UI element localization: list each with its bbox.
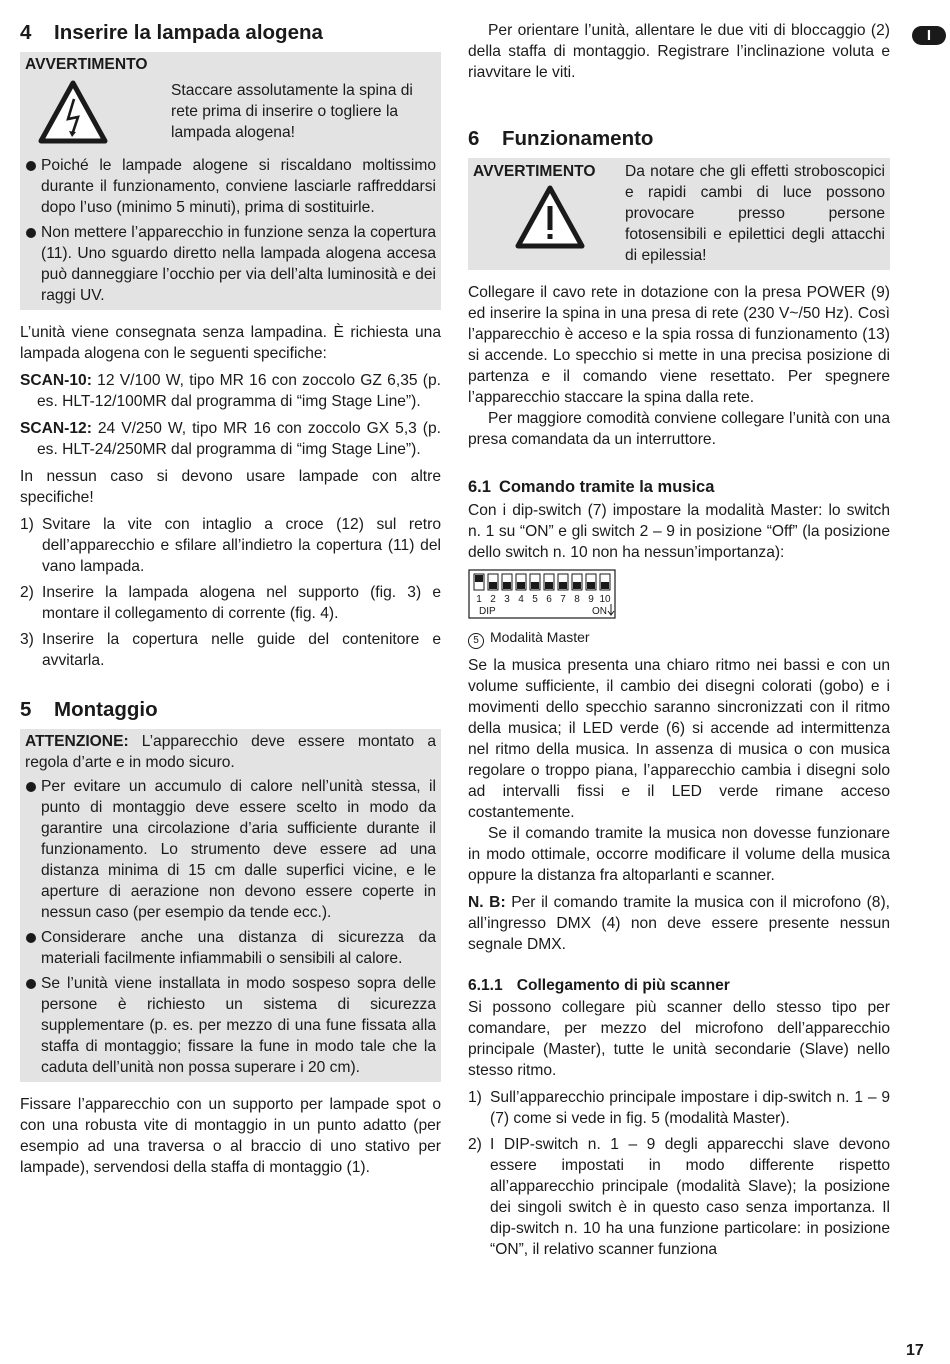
master-mode-paragraph: Con i dip-switch (7) impostare la modalità Master: lo switch n. 1 su “ON” e gli switch 2 – 9 in posizione “Off” (la posizione dello switch n. 10 non ha nessun’importanza): <box>468 502 890 561</box>
step-text: Inserire la lampada alogena nel supporto (fig. 3) e montare il collegamento di corrente (fig. 4). <box>42 584 441 622</box>
dip-number-label: 2 <box>490 594 496 605</box>
lamp-warning-text: In nessun caso si devono usare lampade con altre specifiche! <box>20 468 441 506</box>
list-item: Non mettere l’apparecchio in funzione senza la copertura (11). Uno sguardo diretto nella lampada alogena accesa può danneggiare l’occhio per via dell’alta luminosità e dei raggi UV. <box>25 222 436 306</box>
step-text: Sull’apparecchio principale impostare i dip-switch n. 1 – 9 (7) come si vede in fig. 5 (modalità Master). <box>490 1089 890 1127</box>
dip-number-label: 6 <box>546 594 552 605</box>
section-6-1-heading <box>468 476 890 498</box>
section-6-1-1-heading <box>468 975 890 996</box>
list-item <box>468 1087 890 1129</box>
right-column <box>468 20 890 1260</box>
note-paragraph <box>468 892 890 955</box>
section-title: Montaggio <box>54 698 158 721</box>
step-number: 2) <box>468 1136 482 1153</box>
caution-warning-icon <box>473 182 619 254</box>
section-number: 6.1.1 <box>468 977 503 994</box>
step-number: 1) <box>468 1089 482 1106</box>
dip-number-label: 4 <box>518 594 524 605</box>
mounting-paragraph: Fissare l’apparecchio con un supporto per lampade spot o con una robusta vite di montaggio in un punto adatto (per esempio ad una traversa o al braccio di uno stativo per lampade), servendosi della staffa di montaggio (1). <box>20 1096 441 1176</box>
mounting-orientation-paragraph: Per orientare l’unità, allentare le due viti di bloccaggio (2) della staffa di montaggio. Registrare l’inclinazione voluta e riavvitare le viti. <box>468 22 890 81</box>
list-item: Per evitare un accumulo di calore nell’unità stessa, il punto di montaggio deve essere scelto in modo da garantire una circolazione d’aria sufficiente durante il funzionamento. Lo strumento deve essere ad una distanza minima di 15 cm dalle superfici vicine, e le aperture di aerazione non devono essere coperte in nessun caso (per esempio da tende ecc.). <box>25 776 436 923</box>
dip-switch-knob <box>559 582 567 589</box>
spec-text: 12 V/100 W, tipo MR 16 con zoccolo GZ 6,35 (p. es. HLT-12/100MR dal programma di “img Stage Line”). <box>37 372 441 410</box>
lamp-steps <box>20 514 441 671</box>
section-4-heading <box>20 20 441 46</box>
list-item: Poiché le lampade alogene si riscaldano moltissimo durante il funzionamento, conviene lasciarle raffreddarsi dopo l’uso (minimo 5 minuti), prima di sostituirle. <box>25 155 436 218</box>
spec-text: 24 V/250 W, tipo MR 16 con zoccolo GX 5,3 (p. es. HLT-24/250MR dal programma di “img Stage Line”). <box>37 420 441 458</box>
operation-tip: Per maggiore comodità conviene collegare l’unità con una presa comandata da un interruttore. <box>468 410 890 448</box>
music-paragraph: Se la musica presenta una chiaro ritmo nei bassi e con un volume sufficiente, il cambio dei disegni colorati (gobo) e i movimenti dello specchio saranno sincronizzati con il ritmo della musica; il LED verde (6) si accende ad intermittenza nel ritmo della musica. In assenza di musica o con musica regolare o troppo piana, l’apparecchio cambia i disegni solo ad intervalli fissi e il LED verde rimane acceso costantemente. <box>468 657 890 821</box>
warning-heading: AVVERTIMENTO <box>25 56 148 73</box>
dip-left-label: DIP <box>479 606 496 617</box>
section-number: 6.1 <box>468 478 491 496</box>
mounting-bullet-list <box>25 776 436 1078</box>
note-text: Per il comando tramite la musica con il microfono (8), all’ingresso DMX (4) non deve essere presente nessun segnale DMX. <box>468 894 890 953</box>
attention-text <box>25 731 436 773</box>
dip-switch-knob <box>531 582 539 589</box>
page-number: 17 <box>906 1342 924 1359</box>
figure-number: 5 <box>468 633 484 649</box>
left-column <box>20 20 441 1178</box>
multi-scanner-steps <box>468 1087 890 1260</box>
section-5-heading <box>20 697 441 723</box>
dip-switch-knob <box>587 582 595 589</box>
dip-switch-knob <box>503 582 511 589</box>
figure-caption <box>468 627 890 649</box>
music-volume-paragraph: Se il comando tramite la musica non dovesse funzionare in modo ottimale, occorre modificare il volume della musica oppure la distanza fra altoparlanti e scanner. <box>468 825 890 884</box>
warning-bullet-list <box>25 155 436 306</box>
section-title: Collegamento di più scanner <box>516 977 730 994</box>
dip-switch-knob <box>601 582 609 589</box>
step-text: Inserire la copertura nelle guide del contenitore e avvitarla. <box>42 631 441 669</box>
section-title: Funzionamento <box>502 127 654 150</box>
dip-number-label: 3 <box>504 594 510 605</box>
warning-heading: AVVERTIMENTO <box>473 163 596 180</box>
dip-number-label: 9 <box>588 594 594 605</box>
section-number: 5 <box>20 698 32 721</box>
warning-box-strobe <box>468 158 890 270</box>
dip-switch-knob <box>475 575 483 582</box>
dip-number-label: 5 <box>532 594 538 605</box>
warning-text: Da notare che gli effetti stroboscopici e rapidi cambi di luce possono provocare presso persone fotosensibili e epilettici degli attacchi di epilessia! <box>625 163 885 264</box>
dip-switch-figure <box>468 569 890 627</box>
attention-box <box>20 729 441 1082</box>
dip-switch-knob <box>573 582 581 589</box>
step-text: I DIP-switch n. 1 – 9 degli apparecchi slave devono essere impostati in modo differente rispetto all’apparecchio principale (modalità Slave); la posizione dei singoli switch è in questo caso senza importanza. Il dip-switch n. 10 ha una funzione particolare: in posizione “ON”, il relativo scanner funziona <box>490 1136 890 1258</box>
section-title: Comando tramite la musica <box>498 478 715 496</box>
dip-switch-knob <box>517 582 525 589</box>
language-tab: I <box>912 26 946 45</box>
list-item <box>468 1134 890 1260</box>
step-number: 1) <box>20 516 34 533</box>
spec-scan10 <box>20 370 441 412</box>
list-item: Se l’unità viene installata in modo sospeso sopra delle persone è richiesto un sistema di sicurezza supplementare (p. es. per mezzo di una fune fissata alla staffa di montaggio; fissare la fune in modo tale che la caduta dell’unità non possa superare i 20 cm). <box>25 973 436 1078</box>
dip-number-label: 10 <box>599 594 611 605</box>
step-number: 3) <box>20 631 34 648</box>
attention-label: ATTENZIONE: <box>25 733 129 750</box>
caption-text: Modalità Master <box>490 629 590 645</box>
dip-number-label: 8 <box>574 594 580 605</box>
note-label: N. B: <box>468 894 506 911</box>
section-6-heading <box>468 126 890 152</box>
list-item: Considerare anche una distanza di sicurezza da materiali facilmente infiammabili o sensibili al calore. <box>25 927 436 969</box>
section-number: 4 <box>20 21 32 44</box>
warning-box-lamp <box>20 52 441 310</box>
warning-text: Staccare assolutamente la spina di rete prima di inserire o togliere la lampada alogena! <box>171 82 413 141</box>
step-number: 2) <box>20 584 34 601</box>
spec-scan12 <box>20 418 441 460</box>
dip-number-label: 7 <box>560 594 566 605</box>
list-item <box>20 514 441 577</box>
dip-switch-knob <box>545 582 553 589</box>
spec-label: SCAN-10: <box>20 372 92 389</box>
lamp-intro: L’unità viene consegnata senza lampadina. È richiesta una lampada alogena con le seguenti specifiche: <box>20 324 441 362</box>
operation-paragraph: Collegare il cavo rete in dotazione con la presa POWER (9) ed inserire la spina in una presa di rete (230 V~/50 Hz). Così l’apparecchio è acceso e la spia rossa di funzionamento (13) si accende. Lo specchio si mette in una precisa posizione di partenza e il comando viene resettato. Per spegnere l’apparecchio staccare la spina dalla rete. <box>468 284 890 406</box>
dip-number-label: 1 <box>476 594 482 605</box>
electric-shock-warning-icon <box>25 77 171 149</box>
spec-label: SCAN-12: <box>20 420 92 437</box>
attention-body: L’apparecchio deve essere montato a regola d’arte e in modo sicuro. <box>25 733 436 771</box>
step-text: Svitare la vite con intaglio a croce (12) sul retro dell’apparecchio e sfilare all’indietro la copertura (11) del vano lampada. <box>42 516 441 575</box>
list-item <box>20 582 441 624</box>
multi-scanner-paragraph: Si possono collegare più scanner dello stesso tipo per comandare, per mezzo del microfono dell’apparecchio principale (Master), tutte le unità secondarie (Slave) nello stesso ritmo. <box>468 999 890 1079</box>
dip-right-label: ON <box>592 606 607 617</box>
dip-switch-knob <box>489 582 497 589</box>
dip-switch-diagram <box>468 569 618 621</box>
section-title: Inserire la lampada alogena <box>54 21 323 44</box>
section-number: 6 <box>468 127 480 150</box>
list-item <box>20 629 441 671</box>
